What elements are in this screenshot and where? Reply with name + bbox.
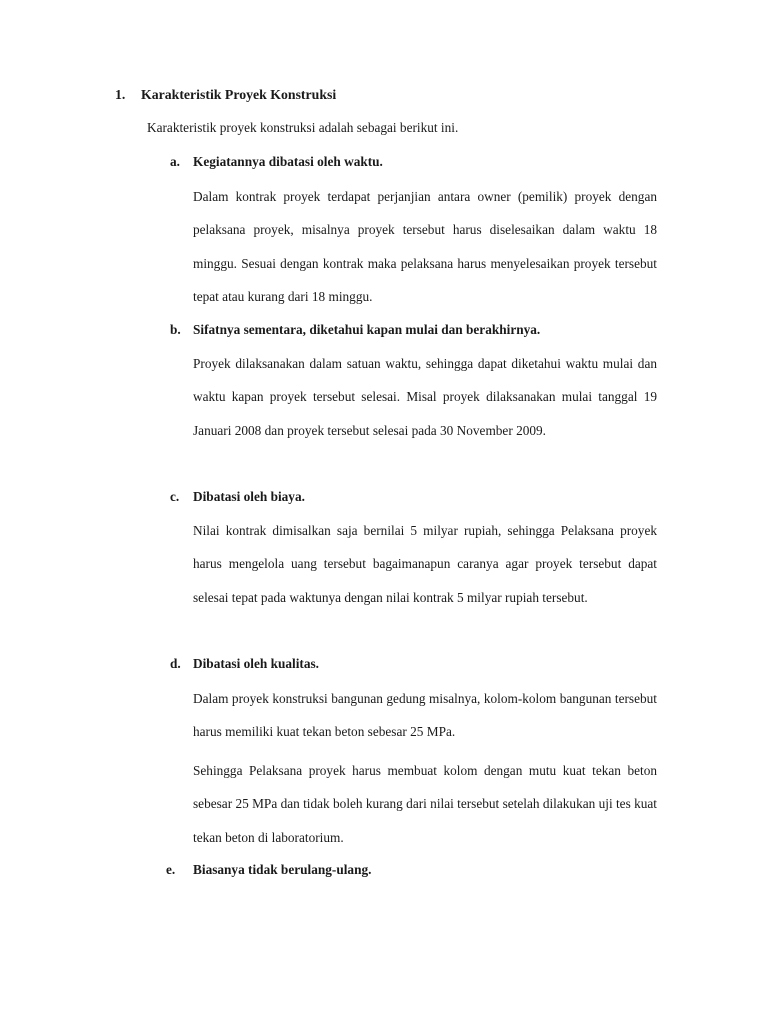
section-heading: [115, 87, 336, 103]
item-b-letter: b.: [170, 322, 181, 337]
item-e-title: Biasanya tidak berulang-ulang.: [193, 862, 372, 877]
item-d-heading: [170, 656, 319, 672]
section-number: 1.: [115, 87, 126, 102]
item-b-heading: [170, 322, 540, 338]
item-a-paragraph: Dalam kontrak proyek terdapat perjanjian antara owner (pemilik) proyek dengan pelaksana proyek, misalnya proyek tersebut harus diselesaikan dalam waktu 18 minggu. Sesuai dengan kontrak maka pelaksana harus menyelesaikan proyek tersebut tepat atau kurang dari 18 minggu.: [193, 189, 657, 305]
item-d-paragraph-2: Sehingga Pelaksana proyek harus membuat kolom dengan mutu kuat tekan beton sebesar 25 MPa dan tidak boleh kurang dari nilai tersebut setelah dilakukan uji tes kuat tekan beton di laboratorium.: [193, 763, 657, 845]
item-d-letter: d.: [170, 656, 181, 671]
item-d-title: Dibatasi oleh kualitas.: [193, 656, 319, 671]
item-c-paragraph: Nilai kontrak dimisalkan saja bernilai 5 milyar rupiah, sehingga Pelaksana proyek harus mengelola uang tersebut bagaimanapun caranya agar proyek tersebut dapat selesai tepat pada waktunya dengan nilai kontrak 5 milyar rupiah tersebut.: [193, 523, 657, 605]
item-b-paragraph: Proyek dilaksanakan dalam satuan waktu, sehingga dapat diketahui waktu mulai dan waktu kapan proyek tersebut selesai. Misal proyek dilaksanakan mulai tanggal 19 Januari 2008 dan proyek tersebut selesai pada 30 November 2009.: [193, 356, 657, 438]
item-d-paragraph-1: Dalam proyek konstruksi bangunan gedung misalnya, kolom-kolom bangunan tersebut harus memiliki kuat tekan beton sebesar 25 MPa.: [193, 691, 657, 740]
item-a-heading: [170, 154, 383, 170]
item-c-title: Dibatasi oleh biaya.: [193, 489, 305, 504]
item-c-heading: [170, 489, 305, 505]
section-intro: Karakteristik proyek konstruksi adalah sebagai berikut ini.: [147, 120, 459, 135]
section-title: Karakteristik Proyek Konstruksi: [141, 87, 337, 102]
item-e-letter: e.: [166, 862, 176, 877]
item-e-heading: [166, 862, 371, 878]
item-a-title: Kegiatannya dibatasi oleh waktu.: [193, 154, 383, 169]
item-b-title: Sifatnya sementara, diketahui kapan mulai dan berakhirnya.: [193, 322, 541, 337]
item-a-letter: a.: [170, 154, 180, 169]
item-c-letter: c.: [170, 489, 180, 504]
